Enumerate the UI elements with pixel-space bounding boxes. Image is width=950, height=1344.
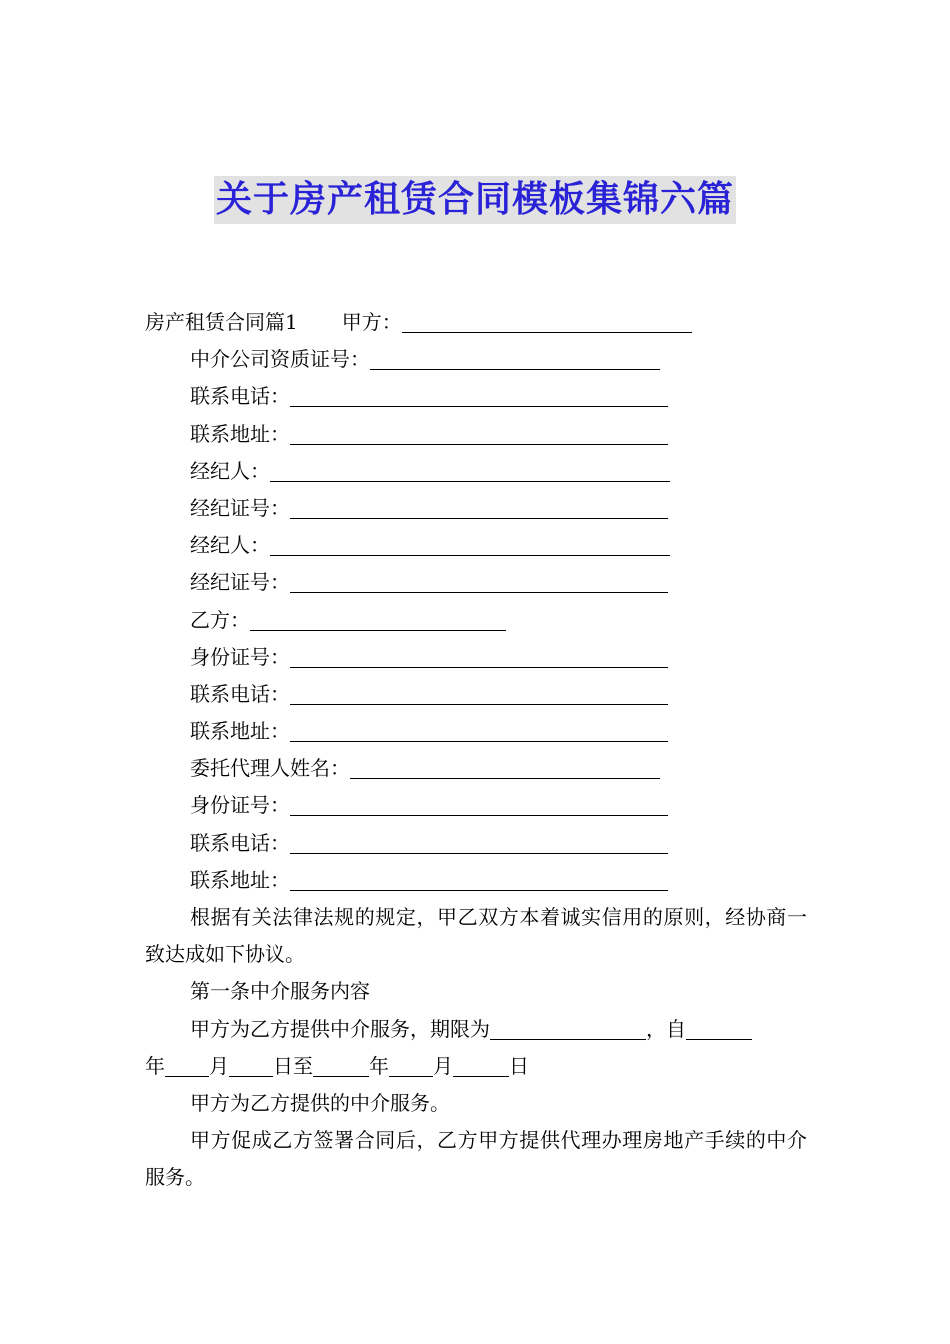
blank-field[interactable] xyxy=(290,568,668,593)
field-label: 经纪证号： xyxy=(190,570,290,595)
blank-field[interactable] xyxy=(290,866,668,891)
field-label: 联系电话： xyxy=(190,681,290,706)
field-row xyxy=(145,490,807,527)
field-label: 身份证号： xyxy=(190,793,290,818)
blank-field[interactable] xyxy=(165,1052,209,1077)
field-label: 联系电话： xyxy=(190,830,290,855)
service-period-text: 甲方为乙方提供中介服务，期限为 xyxy=(190,1016,490,1041)
field-row xyxy=(145,787,807,824)
blank-field[interactable] xyxy=(350,754,660,779)
field-row xyxy=(145,639,807,676)
field-label: 委托代理人姓名： xyxy=(190,756,350,781)
blank-field[interactable] xyxy=(290,382,668,407)
blank-field[interactable] xyxy=(490,1015,646,1040)
party-b-row xyxy=(145,602,807,639)
field-row xyxy=(145,676,807,713)
blank-field[interactable] xyxy=(402,308,692,333)
field-row xyxy=(145,416,807,453)
field-row xyxy=(145,341,807,378)
field-row xyxy=(145,453,807,490)
field-row xyxy=(145,750,807,787)
document-body xyxy=(145,304,807,1197)
field-row xyxy=(145,862,807,899)
service-period-line-2 xyxy=(145,1048,807,1085)
blank-field[interactable] xyxy=(290,420,668,445)
blank-field[interactable] xyxy=(290,829,668,854)
day-to-label: 日至 xyxy=(273,1053,313,1078)
field-label: 经纪证号： xyxy=(190,495,290,520)
blank-field[interactable] xyxy=(270,457,670,482)
from-text: ，自 xyxy=(646,1016,686,1041)
blank-field[interactable] xyxy=(686,1015,752,1040)
blank-field[interactable] xyxy=(270,531,670,556)
service-period-line-1 xyxy=(145,1011,807,1048)
field-label: 经纪人： xyxy=(190,458,270,483)
blank-field[interactable] xyxy=(229,1052,273,1077)
article-heading: 第一条中介服务内容 xyxy=(190,979,370,1004)
header-line xyxy=(145,304,807,341)
field-label: 联系电话： xyxy=(190,384,290,409)
blank-field[interactable] xyxy=(370,345,660,370)
title-container xyxy=(0,176,950,224)
field-label: 联系地址： xyxy=(190,867,290,892)
agent-paragraph: 甲方促成乙方签署合同后，乙方甲方提供代理办理房地产手续的中介服务。 xyxy=(145,1128,807,1190)
blank-field[interactable] xyxy=(290,643,668,668)
blank-field[interactable] xyxy=(453,1052,509,1077)
field-row xyxy=(145,564,807,601)
month-label: 月 xyxy=(209,1053,229,1078)
blank-field[interactable] xyxy=(290,494,668,519)
document-title: 关于房产租赁合同模板集锦六篇 xyxy=(214,176,736,224)
blank-field[interactable] xyxy=(290,680,668,705)
service-paragraph: 甲方为乙方提供的中介服务。 xyxy=(190,1090,450,1115)
field-row xyxy=(145,825,807,862)
field-label: 身份证号： xyxy=(190,644,290,669)
field-label: 联系地址： xyxy=(190,421,290,446)
day-label: 日 xyxy=(509,1053,529,1078)
field-label: 经纪人： xyxy=(190,533,270,558)
field-row xyxy=(145,527,807,564)
year-label: 年 xyxy=(369,1053,389,1078)
field-row xyxy=(145,713,807,750)
section-heading: 房产租赁合同篇1 xyxy=(145,310,298,334)
field-label: 中介公司资质证号： xyxy=(190,347,370,372)
blank-field[interactable] xyxy=(250,606,506,631)
field-label: 联系地址： xyxy=(190,719,290,744)
intro-paragraph: 根据有关法律法规的规定，甲乙双方本着诚实信用的原则，经协商一致达成如下协议。 xyxy=(145,905,807,967)
year-label: 年 xyxy=(145,1053,165,1078)
field-row xyxy=(145,378,807,415)
month-label: 月 xyxy=(433,1053,453,1078)
party-a-label: 甲方： xyxy=(341,310,402,334)
party-b-label: 乙方： xyxy=(190,607,250,632)
blank-field[interactable] xyxy=(290,717,668,742)
blank-field[interactable] xyxy=(313,1052,369,1077)
blank-field[interactable] xyxy=(389,1052,433,1077)
blank-field[interactable] xyxy=(290,791,668,816)
